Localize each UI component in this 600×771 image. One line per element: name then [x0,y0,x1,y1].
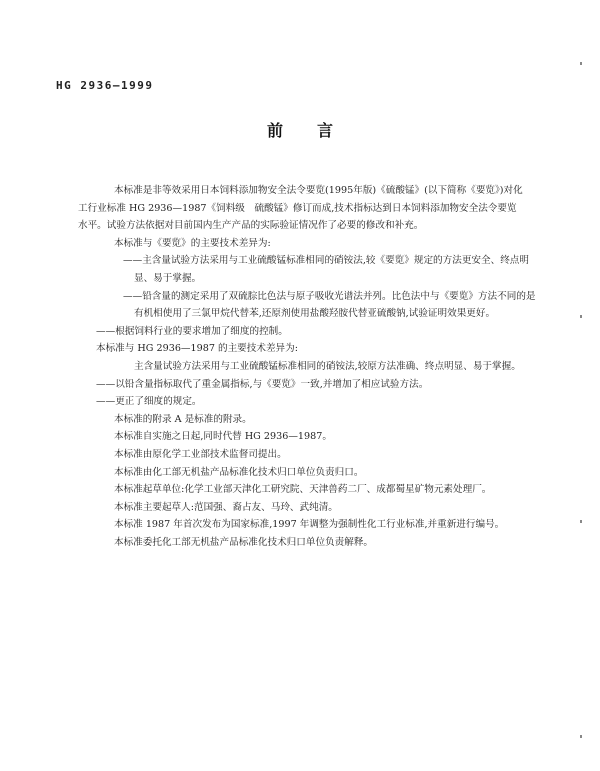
paragraph-line: ——更正了细度的规定。 [96,396,202,408]
paragraph-line: 本标准主要起草人:范国强、裔占友、马玲、武纯清。 [114,501,338,513]
paragraph-line: ——根据饲料行业的要求增加了细度的控制。 [96,325,288,337]
scan-mark [580,315,582,318]
standard-code-header: HG 2936—1999 [56,79,154,92]
paragraph-line: 本标准起草单位:化学工业部天津化工研究院、天津兽药二厂、成都蜀星矿物元素处理厂。 [114,484,492,496]
scan-mark [580,735,582,738]
paragraph-line: ——以铅含量指标取代了重金属指标,与《要览》一致,并增加了相应试验方法。 [96,378,429,390]
paragraph-line: 本标准与 HG 2936—1987 的主要技术差异为: [96,343,298,355]
paragraph-line: 工行业标准 HG 2936—1987《饲料级 硫酸锰》修订而成,技术指标达到日本饲料添加物安全法令要览 [78,202,517,214]
foreword-body [78,182,556,551]
paragraph-line: 有机相使用了三氯甲烷代替苯,还原剂使用盐酸羟胺代替亚硫酸钠,试验证明效果更好。 [134,308,496,320]
scan-mark [580,62,582,65]
paragraph-line: 本标准是非等效采用日本饲料添加物安全法令要览(1995年版)《硫酸锰》(以下简称《要览》)对化 [114,185,523,196]
page-title: 前言 [266,121,367,140]
paragraph-line: 本标准自实施之日起,同时代替 HG 2936—1987。 [114,431,332,443]
paragraph-line: 主含量试验方法采用与工业硫酸锰标准相同的硝铵法,较原方法准确、终点明显、易于掌握。 [134,360,521,372]
paragraph-line: 水平。试验方法依据对目前国内生产产品的实际验证情况作了必要的修改和补充。 [78,220,424,232]
paragraph-line: 本标准由化工部无机盐产品标准化技术归口单位负责归口。 [114,466,364,478]
paragraph-line: ——铅含量的测定采用了双硫腙比色法与原子吸收光谱法并列。比色法中与《要览》方法不同的是 [123,290,536,302]
paragraph-line: 本标准 1987 年首次发布为国家标准,1997 年调整为强制性化工行业标准,并重新进行编号。 [114,519,505,531]
paragraph-line: 本标准的附录 A 是标准的附录。 [114,413,252,425]
paragraph-line: 本标准委托化工部无机盐产品标准化技术归口单位负责解释。 [114,536,374,548]
paragraph-line: 本标准由原化学工业部技术监督司提出。 [114,448,287,460]
scan-mark [580,520,582,523]
paragraph-line: ——主含量试验方法采用与工业硫酸锰标准相同的硝铵法,较《要览》规定的方法更安全、终点明 [123,255,529,267]
paragraph-line: 本标准与《要览》的主要技术差异为: [114,237,271,249]
paragraph-line: 显、易于掌握。 [134,272,202,284]
